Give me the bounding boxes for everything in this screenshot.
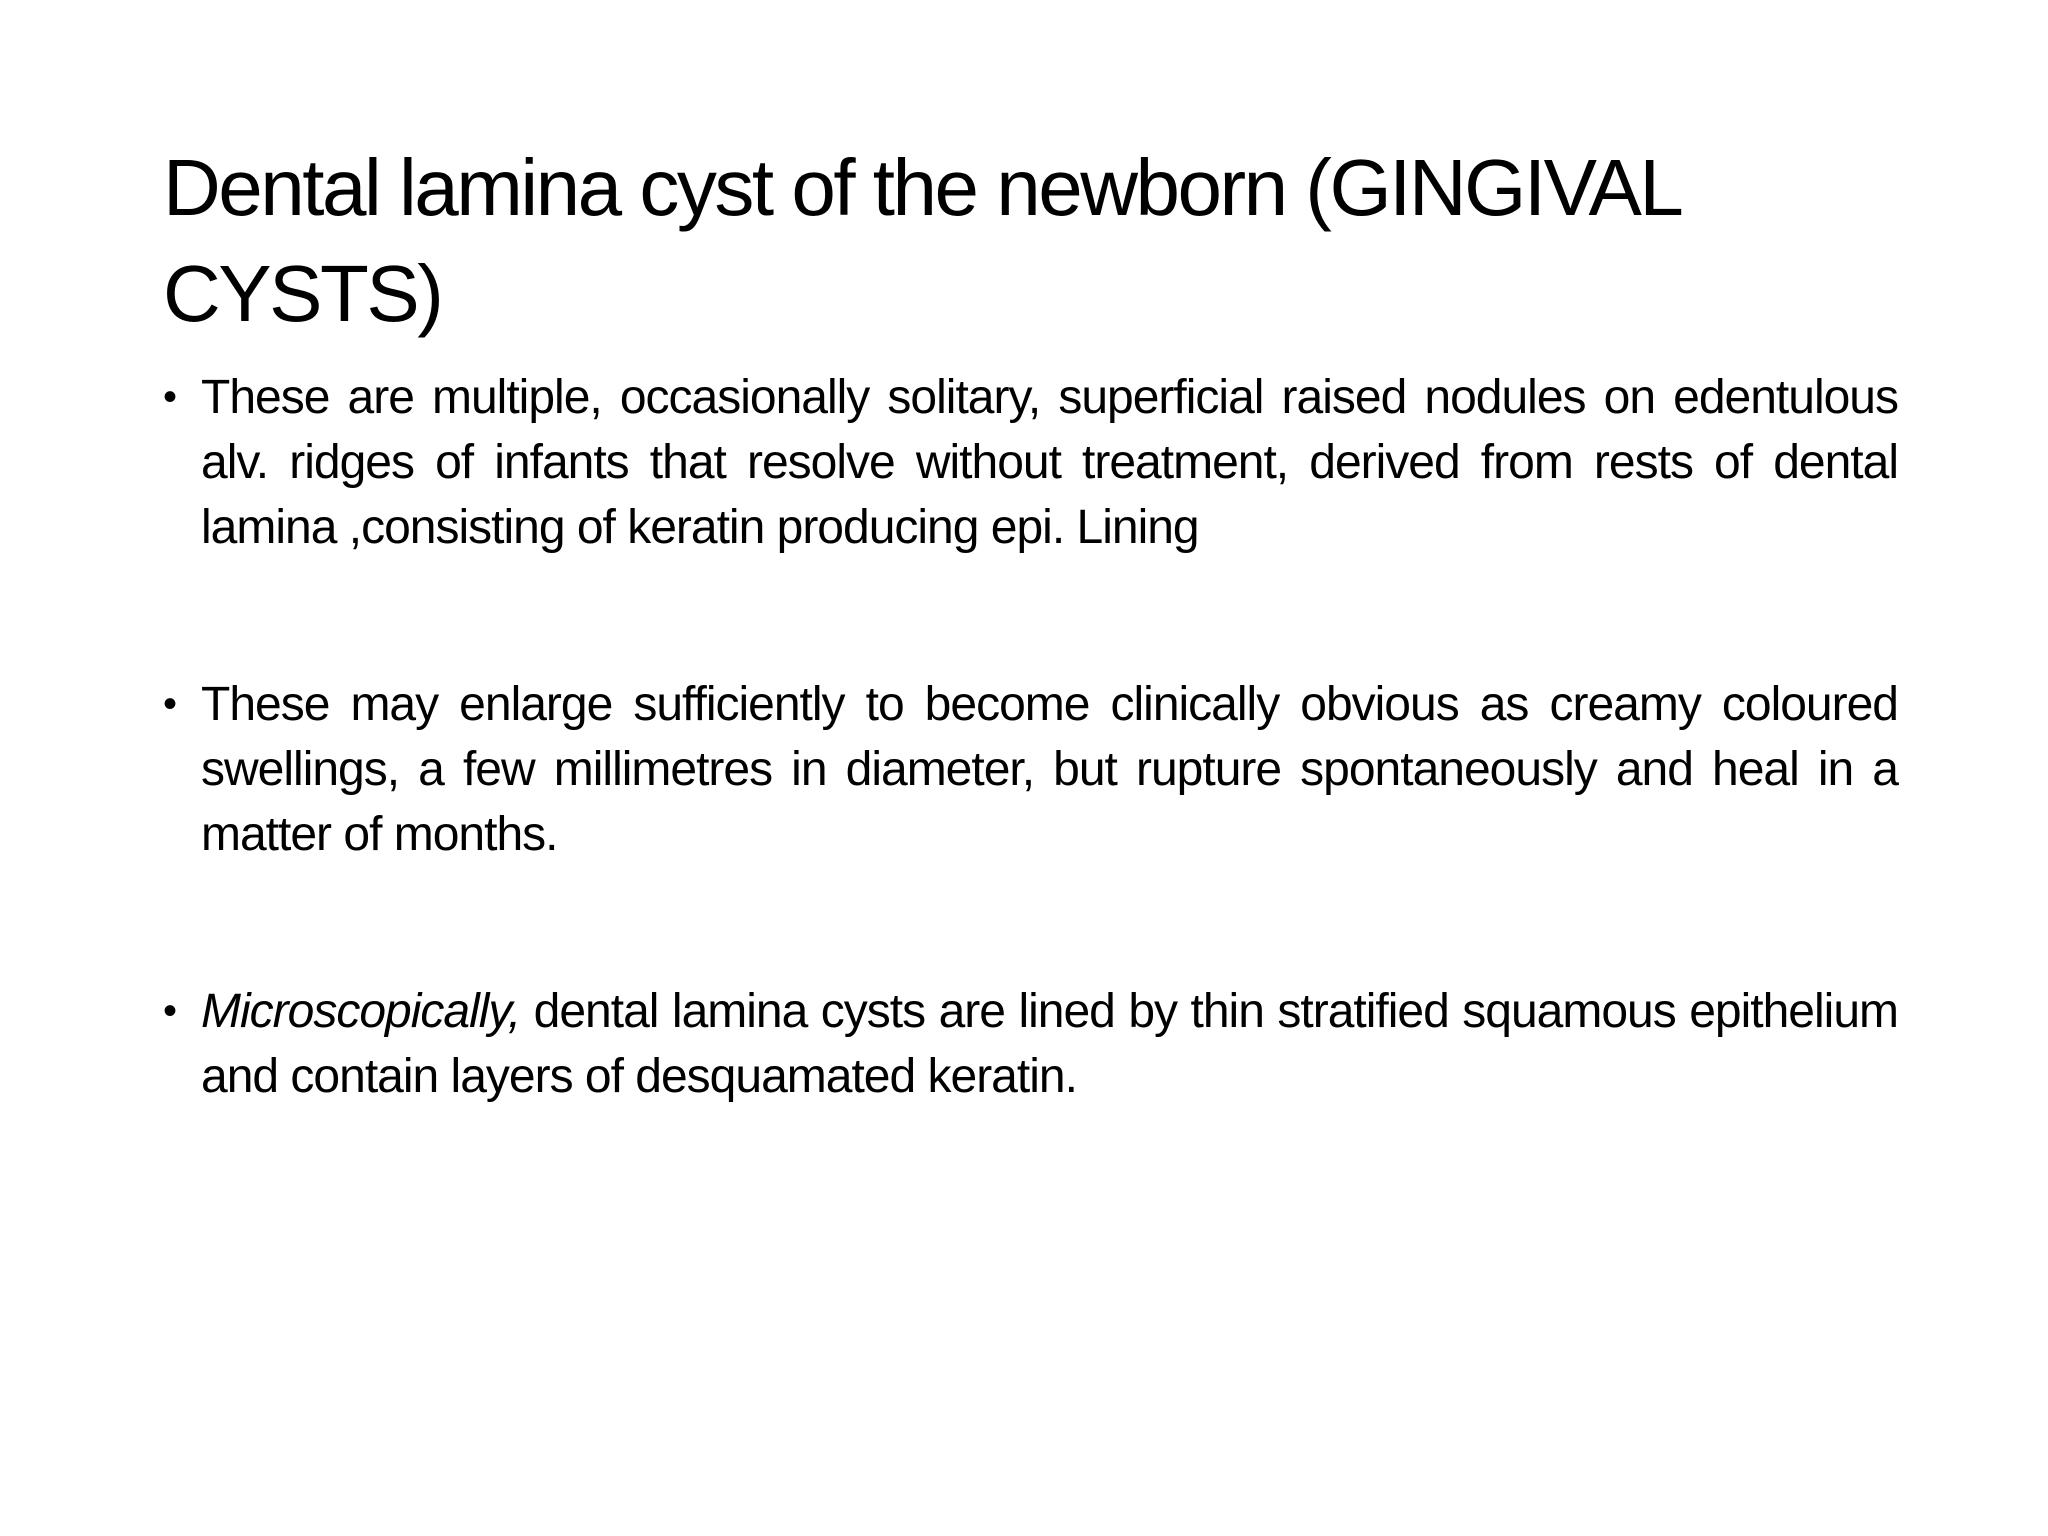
bullet-text: These may enlarge sufficiently to become clinically obvious as creamy coloured swellings, a few millimetres in diameter, but rupture spontaneously and heal in a matter of months. <box>201 678 1898 861</box>
bullet-icon: • <box>163 375 177 419</box>
bullet-text: These are multiple, occasionally solitary, superficial raised nodules on edentulous alv. ridges of infants that resolve without treatment, derived from rests of dental lamina ,consisting of keratin producing epi. Lining <box>201 371 1898 554</box>
bullet-text: dental lamina cysts are lined by thin stratified squamous epithelium and contain layers of desquamated keratin. <box>201 985 1898 1103</box>
bullet-item-3 <box>163 979 1898 1109</box>
bullet-lead-italic: Microscopically, <box>201 985 521 1038</box>
bullet-item-2 <box>163 672 1898 867</box>
bullet-list <box>163 365 1898 1109</box>
bullet-icon: • <box>163 989 177 1033</box>
bullet-item-1 <box>163 365 1898 560</box>
slide-title: Dental lamina cyst of the newborn (GINGIVAL CYSTS) <box>163 143 1679 338</box>
bullet-icon: • <box>163 682 177 726</box>
